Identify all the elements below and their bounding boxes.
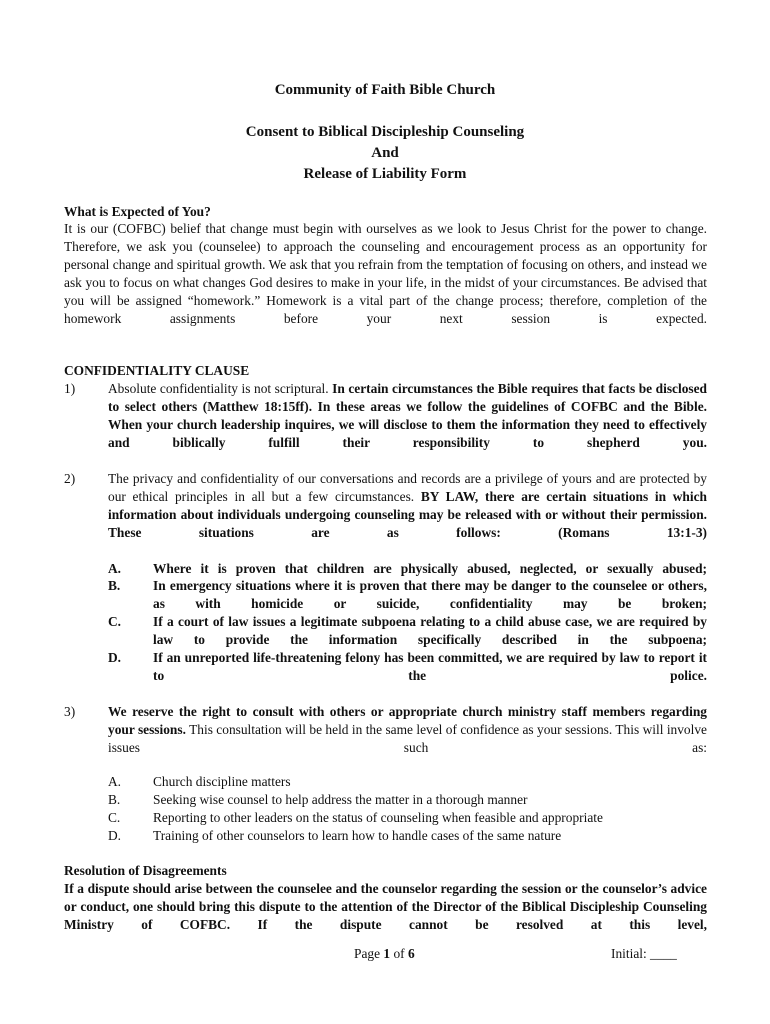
item-2-letter-a: A. [108,561,122,576]
expected-body: It is our (COFBC) belief that change must begin with ourselves as we look to Jesus Christ for the power to change. Therefore, we ask you (counselee) to approach the counseling and encouragement process as an opportunity for personal change and spiritual growth. We ask that you refrain from the temptation of focusing on others, and instead we ask you to focus on what changes God desires to make in your life, in the midst of your circumstances. Be advised that you will be assigned “homework.” Homework is a vital part of the change process; therefore, completion of the homework assignments before your next session is expected. [64,221,707,326]
resolution-heading: Resolution of Disagreements [64,863,227,878]
item-3-letter-a: A. [108,774,122,789]
item-3-letter-c: C. [108,810,121,825]
form-title-line-1: Consent to Biblical Discipleship Counseling [245,124,525,140]
item-3-sub-d: Training of other counselors to learn how to handle cases of the same nature [153,828,562,843]
item-1-plain: Absolute confidentiality is not scriptural. [108,381,333,396]
page-current: 1 [383,946,391,961]
item-2-sub-a: Where it is proven that children are physically abused, neglected, or sexually abused; [153,561,707,576]
item-2-sub-b: In emergency situations where it is proven that there may be danger to the counselee or others, as with homicide or suicide, confidentiality may be broken; [153,578,707,611]
item-3-letter-d: D. [108,828,122,843]
page-word: Page [354,946,384,961]
resolution-body: If a dispute should arise between the counselee and the counselor regarding the session or the counselor’s advice or conduct, one should bring this dispute to the attention of the Director of the Biblical Discipleship Counseling Ministry of COFBC. If the dispute cannot be resolved at this level, [64,881,707,932]
item-2-sub-c: If a court of law issues a legitimate subpoena relating to a child abuse case, we are required by law to provide the information specifically described in the subpoena; [153,614,707,647]
initial-field: Initial: ____ [611,946,677,961]
item-2-letter-d: D. [108,650,122,665]
item-2-letter-c: C. [108,614,122,629]
expected-heading: What is Expected of You? [64,204,211,219]
item-3-sub-b: Seeking wise counsel to help address the matter in a thorough manner [153,792,528,807]
form-title-line-3: Release of Liability Form [303,166,467,182]
confidentiality-heading: CONFIDENTIALITY CLAUSE [64,363,250,378]
church-name: Community of Faith Bible Church [274,82,496,98]
page-total: 6 [407,946,415,961]
item-3-letter-b: B. [108,792,121,807]
item-1-bold: In certain circumstances the Bible requires that facts be disclosed to select others (Matthew 18:15ff). In these areas we follow the guidelines of COFBC and the Bible. When your church leadership inquires, we will disclose to them the information they need to effectively and biblically fulfill their responsibility to shepherd you. [108,381,707,450]
item-1-text [108,380,707,470]
item-3-sub-a: Church discipline matters [153,774,291,789]
of-word: of [390,946,408,961]
item-2-sub-d: If an unreported life-threatening felony has been committed, we are required by law to report it to the police. [153,650,707,683]
page-number [354,945,415,963]
item-3-sub-c: Reporting to other leaders on the status of counseling when feasible and appropriate [153,810,603,825]
item-2-plain: The privacy and confidentiality of our conversations and records are a privilege of yours and are protected by our ethical principles in all but a few circumstances. [108,471,707,504]
form-title-line-2: And [371,145,399,161]
item-3-bold: We reserve the right to consult with others or appropriate church ministry staff members regarding your sessions. [108,704,707,737]
item-3-plain: This consultation will be held in the same level of confidence as your sessions. This will involve issues such as: [108,722,707,755]
item-2-letter-b: B. [108,578,121,593]
item-2-text [108,470,707,560]
item-2-bold: BY LAW, there are certain situations in which information about individuals undergoing counseling may be released with or without their permission. These situations are as follows: (Romans 13:1-3) [108,489,707,540]
item-1-number: 1) [64,381,76,396]
item-3-text [108,703,707,775]
item-2-number: 2) [64,471,76,486]
item-3-number: 3) [64,704,76,719]
